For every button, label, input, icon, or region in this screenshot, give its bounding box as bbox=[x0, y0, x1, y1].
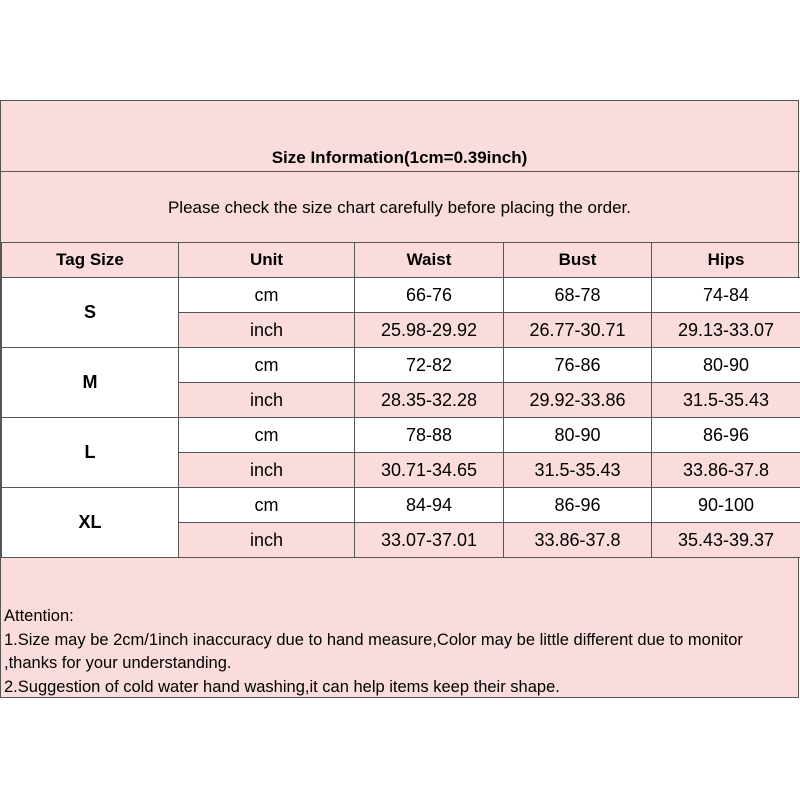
hips-cell: 74-84 bbox=[652, 278, 800, 313]
waist-cell: 78-88 bbox=[355, 418, 504, 453]
attention-notes bbox=[4, 605, 784, 699]
unit-cell: cm bbox=[179, 278, 355, 313]
bust-cell: 86-96 bbox=[504, 488, 652, 523]
hips-cell: 80-90 bbox=[652, 348, 800, 383]
bust-cell: 68-78 bbox=[504, 278, 652, 313]
hips-cell: 29.13-33.07 bbox=[652, 313, 800, 348]
waist-cell: 84-94 bbox=[355, 488, 504, 523]
bust-cell: 76-86 bbox=[504, 348, 652, 383]
unit-cell: inch bbox=[179, 313, 355, 348]
header-waist: Waist bbox=[355, 243, 504, 278]
waist-cell: 66-76 bbox=[355, 278, 504, 313]
notes-heading: Attention: bbox=[4, 607, 74, 625]
unit-cell: inch bbox=[179, 383, 355, 418]
hips-cell: 35.43-39.37 bbox=[652, 523, 800, 558]
table-row bbox=[2, 418, 800, 453]
hips-cell: 90-100 bbox=[652, 488, 800, 523]
waist-cell: 72-82 bbox=[355, 348, 504, 383]
waist-cell: 28.35-32.28 bbox=[355, 383, 504, 418]
unit-cell: inch bbox=[179, 523, 355, 558]
header-unit: Unit bbox=[179, 243, 355, 278]
hips-cell: 33.86-37.8 bbox=[652, 453, 800, 488]
hips-cell: 86-96 bbox=[652, 418, 800, 453]
hips-cell: 31.5-35.43 bbox=[652, 383, 800, 418]
unit-cell: cm bbox=[179, 348, 355, 383]
header-tag-size: Tag Size bbox=[2, 243, 179, 278]
waist-cell: 33.07-37.01 bbox=[355, 523, 504, 558]
bust-cell: 33.86-37.8 bbox=[504, 523, 652, 558]
waist-cell: 30.71-34.65 bbox=[355, 453, 504, 488]
table-row bbox=[2, 278, 800, 313]
tag-size-cell: M bbox=[2, 348, 179, 418]
notes-line-1: 1.Size may be 2cm/1inch inaccuracy due to hand measure,Color may be little different due to monitor ,thanks for your understanding. bbox=[4, 630, 743, 672]
unit-cell: inch bbox=[179, 453, 355, 488]
tag-size-cell: XL bbox=[2, 488, 179, 558]
bust-cell: 80-90 bbox=[504, 418, 652, 453]
unit-cell: cm bbox=[179, 418, 355, 453]
bust-cell: 29.92-33.86 bbox=[504, 383, 652, 418]
bust-cell: 31.5-35.43 bbox=[504, 453, 652, 488]
notes-line-2: 2.Suggestion of cold water hand washing,it can help items keep their shape. bbox=[4, 677, 560, 696]
header-bust: Bust bbox=[504, 243, 652, 278]
tag-size-cell: S bbox=[2, 278, 179, 348]
size-table bbox=[1, 242, 800, 558]
waist-cell: 25.98-29.92 bbox=[355, 313, 504, 348]
table-row bbox=[2, 348, 800, 383]
tag-size-cell: L bbox=[2, 418, 179, 488]
header-hips: Hips bbox=[652, 243, 800, 278]
sheet-subtitle: Please check the size chart carefully before placing the order. bbox=[167, 198, 632, 217]
sheet-title: Size Information(1cm=0.39inch) bbox=[271, 148, 528, 167]
divider bbox=[1, 171, 800, 172]
size-information-sheet bbox=[0, 100, 799, 698]
unit-cell: cm bbox=[179, 488, 355, 523]
bust-cell: 26.77-30.71 bbox=[504, 313, 652, 348]
table-header-row bbox=[2, 243, 800, 278]
table-row bbox=[2, 488, 800, 523]
